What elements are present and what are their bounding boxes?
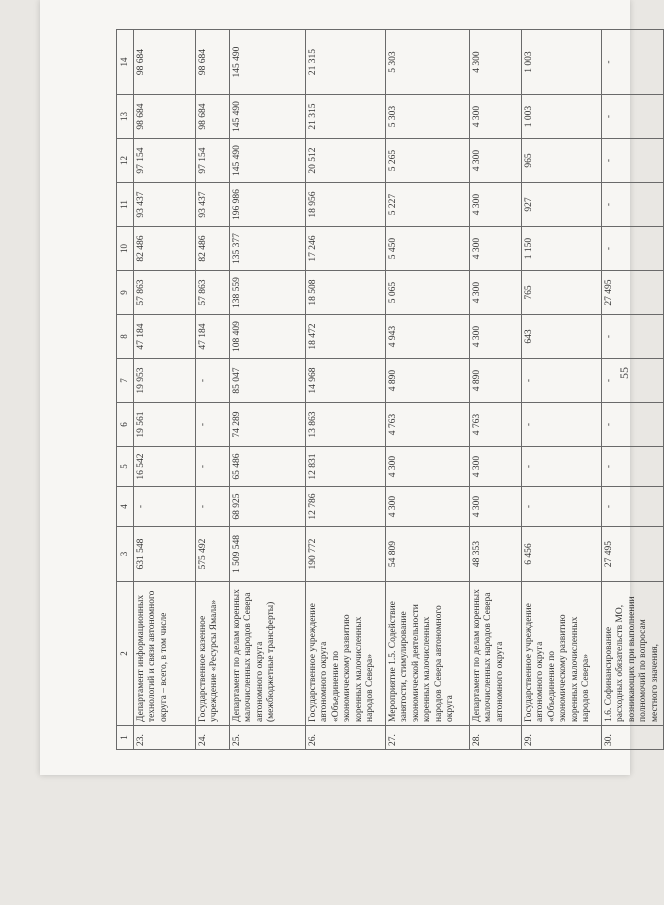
- value-cell: 98 684: [196, 30, 230, 95]
- row-number-cell: 29.: [522, 726, 602, 750]
- column-header: 7: [117, 359, 134, 403]
- table-row: [306, 30, 386, 750]
- value-cell: 98 684: [134, 95, 196, 139]
- value-cell: 57 863: [134, 271, 196, 315]
- value-cell: -: [602, 183, 664, 227]
- value-cell: -: [196, 359, 230, 403]
- value-cell: 93 437: [196, 183, 230, 227]
- value-cell: -: [602, 227, 664, 271]
- value-cell: -: [602, 447, 664, 487]
- value-cell: 27 495: [602, 527, 664, 582]
- value-cell: -: [522, 487, 602, 527]
- value-cell: 21 315: [306, 95, 386, 139]
- row-name-cell: 1.6. Софинансирование расходных обязательств МО, возникающих при выполнении полномочий по вопросам местного значения,: [602, 582, 664, 726]
- value-cell: -: [196, 487, 230, 527]
- document-page: [40, 0, 660, 775]
- value-cell: 4 890: [470, 359, 522, 403]
- value-cell: 4 300: [470, 315, 522, 359]
- table-row: [386, 30, 470, 750]
- value-cell: 18 508: [306, 271, 386, 315]
- row-number-cell: 25.: [230, 726, 306, 750]
- row-number-cell: 23.: [134, 726, 196, 750]
- column-header: 8: [117, 315, 134, 359]
- value-cell: 82 486: [134, 227, 196, 271]
- value-cell: -: [196, 403, 230, 447]
- row-name-cell: Государственное казенное учреждение «Ресурсы Ямала»: [196, 582, 230, 726]
- row-number-cell: 27.: [386, 726, 470, 750]
- value-cell: 93 437: [134, 183, 196, 227]
- value-cell: 16 542: [134, 447, 196, 487]
- value-cell: 135 377: [230, 227, 306, 271]
- column-header: 1: [117, 726, 134, 750]
- value-cell: 18 956: [306, 183, 386, 227]
- value-cell: 4 300: [470, 139, 522, 183]
- value-cell: -: [602, 403, 664, 447]
- value-cell: 27 495: [602, 271, 664, 315]
- value-cell: 4 763: [470, 403, 522, 447]
- value-cell: 108 409: [230, 315, 306, 359]
- table-row: [134, 30, 196, 750]
- value-cell: 19 561: [134, 403, 196, 447]
- value-cell: 54 809: [386, 527, 470, 582]
- value-cell: 145 490: [230, 95, 306, 139]
- value-cell: 965: [522, 139, 602, 183]
- value-cell: 145 490: [230, 139, 306, 183]
- value-cell: 575 492: [196, 527, 230, 582]
- value-cell: -: [196, 447, 230, 487]
- column-header: 2: [117, 582, 134, 726]
- value-cell: 5 265: [386, 139, 470, 183]
- value-cell: -: [602, 359, 664, 403]
- table-row: [196, 30, 230, 750]
- value-cell: 5 065: [386, 271, 470, 315]
- row-number-cell: 24.: [196, 726, 230, 750]
- row-name-cell: Департамент по делам коренных малочисленных народов Севера автономного округа (межбюджетные трансферты): [230, 582, 306, 726]
- value-cell: 4 300: [470, 227, 522, 271]
- value-cell: 13 863: [306, 403, 386, 447]
- value-cell: 97 154: [134, 139, 196, 183]
- value-cell: 47 184: [196, 315, 230, 359]
- value-cell: 85 047: [230, 359, 306, 403]
- value-cell: 5 227: [386, 183, 470, 227]
- value-cell: 18 472: [306, 315, 386, 359]
- value-cell: 47 184: [134, 315, 196, 359]
- column-header: 12: [117, 139, 134, 183]
- row-number-cell: 26.: [306, 726, 386, 750]
- column-header: 10: [117, 227, 134, 271]
- value-cell: 4 300: [386, 487, 470, 527]
- value-cell: 4 300: [470, 447, 522, 487]
- value-cell: 12 786: [306, 487, 386, 527]
- value-cell: 927: [522, 183, 602, 227]
- value-cell: 65 486: [230, 447, 306, 487]
- value-cell: 643: [522, 315, 602, 359]
- value-cell: 4 300: [470, 271, 522, 315]
- row-name-cell: Государственное учреждение автономного округа «Объединение по экономическому развитию коренных малочисленных народов Севера»: [522, 582, 602, 726]
- value-cell: -: [602, 95, 664, 139]
- row-name-cell: Департамент по делам коренных малочисленных народов Севера автономного округа: [470, 582, 522, 726]
- column-header: 14: [117, 30, 134, 95]
- value-cell: 12 831: [306, 447, 386, 487]
- table-row: [230, 30, 306, 750]
- value-cell: 98 684: [134, 30, 196, 95]
- value-cell: 4 763: [386, 403, 470, 447]
- value-cell: 68 925: [230, 487, 306, 527]
- table-header-row: [117, 30, 134, 750]
- value-cell: 5 303: [386, 95, 470, 139]
- value-cell: -: [522, 447, 602, 487]
- value-cell: -: [134, 487, 196, 527]
- page-number: 55: [617, 367, 631, 379]
- value-cell: 1 150: [522, 227, 602, 271]
- column-header: 4: [117, 487, 134, 527]
- column-header: 13: [117, 95, 134, 139]
- column-header: 3: [117, 527, 134, 582]
- column-header: 6: [117, 403, 134, 447]
- value-cell: 765: [522, 271, 602, 315]
- value-cell: 20 512: [306, 139, 386, 183]
- column-header: 5: [117, 447, 134, 487]
- table-row: [602, 30, 664, 750]
- value-cell: -: [602, 487, 664, 527]
- value-cell: 4 890: [386, 359, 470, 403]
- value-cell: 4 943: [386, 315, 470, 359]
- value-cell: 74 289: [230, 403, 306, 447]
- value-cell: 145 490: [230, 30, 306, 95]
- value-cell: 138 559: [230, 271, 306, 315]
- value-cell: 4 300: [470, 183, 522, 227]
- value-cell: 5 450: [386, 227, 470, 271]
- value-cell: 14 968: [306, 359, 386, 403]
- value-cell: 190 772: [306, 527, 386, 582]
- value-cell: 196 986: [230, 183, 306, 227]
- value-cell: 4 300: [470, 95, 522, 139]
- value-cell: 19 953: [134, 359, 196, 403]
- value-cell: 57 863: [196, 271, 230, 315]
- value-cell: 4 300: [386, 447, 470, 487]
- table-body: [134, 30, 664, 750]
- row-name-cell: Департамент информационных технологий и связи автономного округа – всего, в том числе: [134, 582, 196, 726]
- column-header: 11: [117, 183, 134, 227]
- row-name-cell: Государственное учреждение автономного округа «Объединение по экономическому развитию коренных малочисленных народов Севера»: [306, 582, 386, 726]
- row-number-cell: 28.: [470, 726, 522, 750]
- budget-table: [116, 29, 664, 750]
- value-cell: 21 315: [306, 30, 386, 95]
- value-cell: -: [522, 359, 602, 403]
- value-cell: -: [522, 403, 602, 447]
- row-name-cell: Мероприятие 1.5. Содействие занятости, стимулирование экономической деятельности коренных малочисленных народов Севера автономного округа: [386, 582, 470, 726]
- value-cell: 5 303: [386, 30, 470, 95]
- value-cell: 17 246: [306, 227, 386, 271]
- value-cell: 4 300: [470, 30, 522, 95]
- value-cell: 6 456: [522, 527, 602, 582]
- value-cell: 631 548: [134, 527, 196, 582]
- value-cell: 4 300: [470, 487, 522, 527]
- value-cell: -: [602, 30, 664, 95]
- value-cell: -: [602, 139, 664, 183]
- rotated-table-container: [116, 30, 660, 750]
- row-number-cell: 30.: [602, 726, 664, 750]
- value-cell: 1 003: [522, 95, 602, 139]
- value-cell: 98 684: [196, 95, 230, 139]
- value-cell: -: [602, 315, 664, 359]
- value-cell: 48 353: [470, 527, 522, 582]
- value-cell: 97 154: [196, 139, 230, 183]
- column-header: 9: [117, 271, 134, 315]
- value-cell: 1 509 548: [230, 527, 306, 582]
- value-cell: 1 003: [522, 30, 602, 95]
- value-cell: 82 486: [196, 227, 230, 271]
- table-row: [522, 30, 602, 750]
- table-row: [470, 30, 522, 750]
